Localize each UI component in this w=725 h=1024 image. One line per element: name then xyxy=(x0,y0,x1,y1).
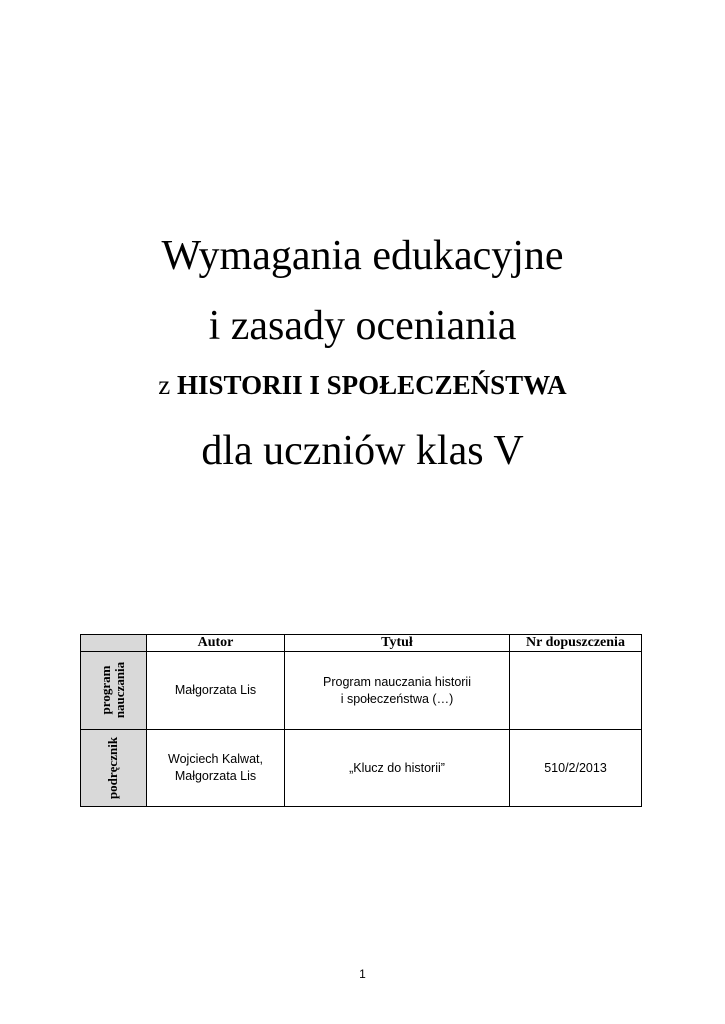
cell-autor-line: Małgorzata Lis xyxy=(174,769,257,783)
cell-nr: 510/2/2013 xyxy=(510,730,642,807)
header-autor: Autor xyxy=(147,635,285,652)
title-line-3 xyxy=(0,365,725,405)
row-label-text xyxy=(107,736,121,798)
row-label-program xyxy=(81,652,147,730)
cell-tytul-line: i społeczeństwa (…) xyxy=(340,691,454,706)
cell-autor-line: Małgorzata Lis xyxy=(174,683,257,697)
header-nr-dopuszczenia: Nr dopuszczenia xyxy=(510,635,642,652)
table-row xyxy=(81,730,642,807)
row-label-line: program xyxy=(98,665,114,714)
cell-autor xyxy=(147,730,285,807)
title-line-4: dla uczniów klas V xyxy=(201,428,524,474)
page-number: 1 xyxy=(359,967,366,981)
row-label-line: podręcznik xyxy=(105,736,121,799)
cell-tytul xyxy=(285,652,510,730)
row-label-podrecznik xyxy=(81,730,147,807)
cell-nr xyxy=(510,652,642,730)
title-subject-prefix: z xyxy=(158,370,171,400)
cell-tytul-line: „Klucz do historii” xyxy=(349,760,445,775)
title-subject: HISTORII I SPOŁECZEŃSTWA xyxy=(177,370,567,400)
table-corner-cell xyxy=(81,635,147,652)
row-label-text xyxy=(100,661,128,717)
row-label-line: nauczania xyxy=(112,661,128,718)
cell-autor-line: Wojciech Kalwat, xyxy=(168,752,263,766)
table-row xyxy=(81,652,642,730)
table-header-row xyxy=(81,635,642,652)
cell-autor xyxy=(147,652,285,730)
header-tytul: Tytuł xyxy=(285,635,510,652)
textbook-table xyxy=(80,634,642,807)
title-line-2: i zasady oceniania xyxy=(208,303,517,349)
title-line-1: Wymagania edukacyjne xyxy=(161,233,564,279)
cell-tytul xyxy=(285,730,510,807)
cell-tytul-line: Program nauczania historii xyxy=(323,674,471,689)
